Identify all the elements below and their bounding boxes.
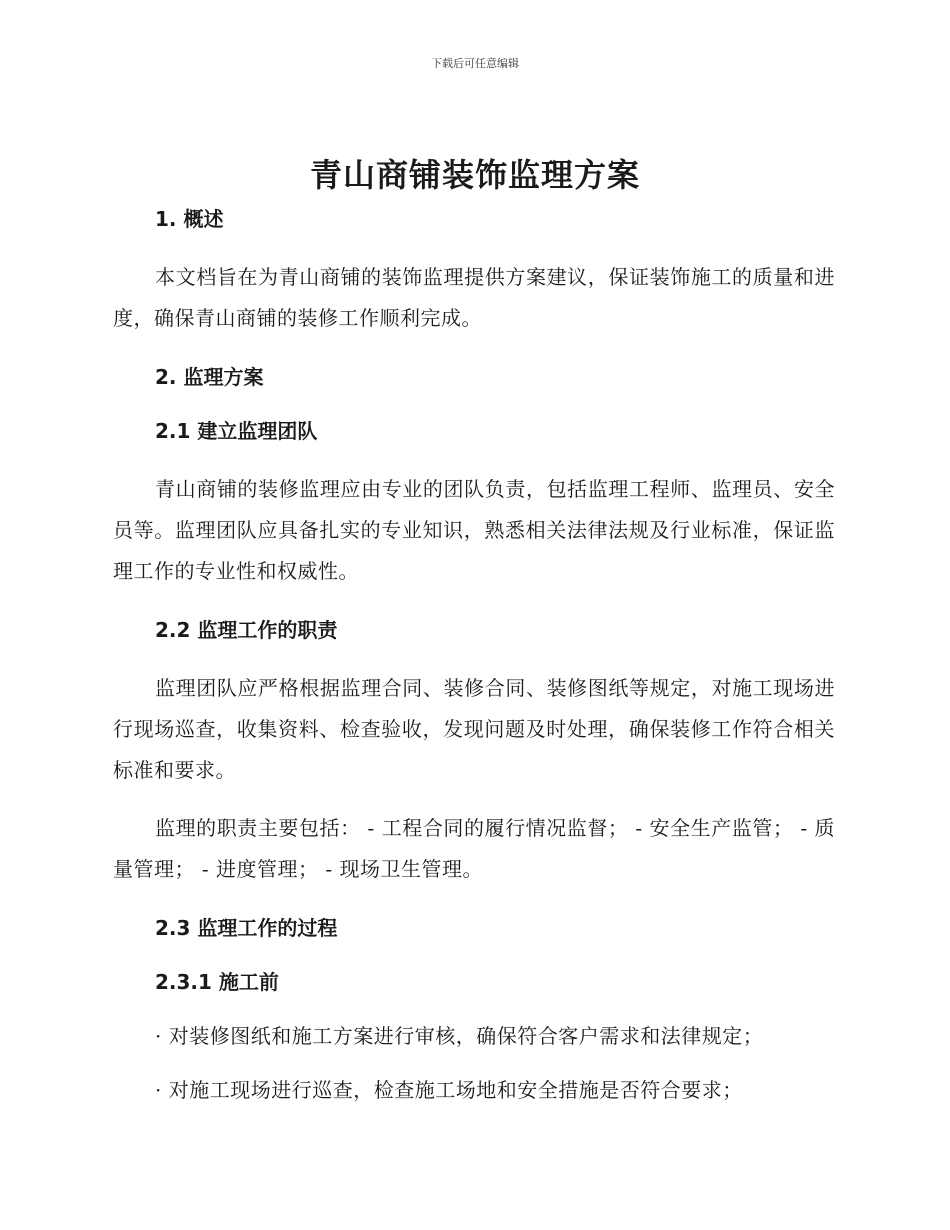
section-heading-process: 2.3 监理工作的过程 xyxy=(155,916,338,940)
section-heading-before-construction: 2.3.1 施工前 xyxy=(155,970,279,994)
section-heading-duties: 2.2 监理工作的职责 xyxy=(155,618,338,642)
document-body xyxy=(113,203,835,1106)
section-heading-overview: 1. 概述 xyxy=(155,207,224,231)
document-title: 青山商铺装饰监理方案 xyxy=(309,156,640,194)
section-heading-team: 2.1 建立监理团队 xyxy=(155,419,318,443)
section-heading-plan: 2. 监理方案 xyxy=(155,365,264,389)
bullet-item: · 对装修图纸和施工方案进行审核，确保符合客户需求和法律规定； xyxy=(155,1024,764,1048)
paragraph-overview: 本文档旨在为青山商铺的装饰监理提供方案建议，保证装饰施工的质量和进度，确保青山商铺的装修工作顺利完成。 xyxy=(113,265,835,330)
bullet-item: · 对施工现场进行巡查，检查施工场地和安全措施是否符合要求； xyxy=(155,1078,743,1102)
paragraph-team: 青山商铺的装修监理应由专业的团队负责，包括监理工程师、监理员、安全员等。监理团队应具备扎实的专业知识，熟悉相关法律法规及行业标准，保证监理工作的专业性和权威性。 xyxy=(113,477,835,583)
paragraph-duties-list: 监理的职责主要包括： - 工程合同的履行情况监督； - 安全生产监管； - 质量管理； - 进度管理； - 现场卫生管理。 xyxy=(113,816,835,881)
paragraph-duties: 监理团队应严格根据监理合同、装修合同、装修图纸等规定，对施工现场进行现场巡查，收集资料、检查验收，发现问题及时处理，确保装修工作符合相关标准和要求。 xyxy=(113,676,835,782)
page-header-note: 下载后可任意编辑 xyxy=(431,57,519,70)
